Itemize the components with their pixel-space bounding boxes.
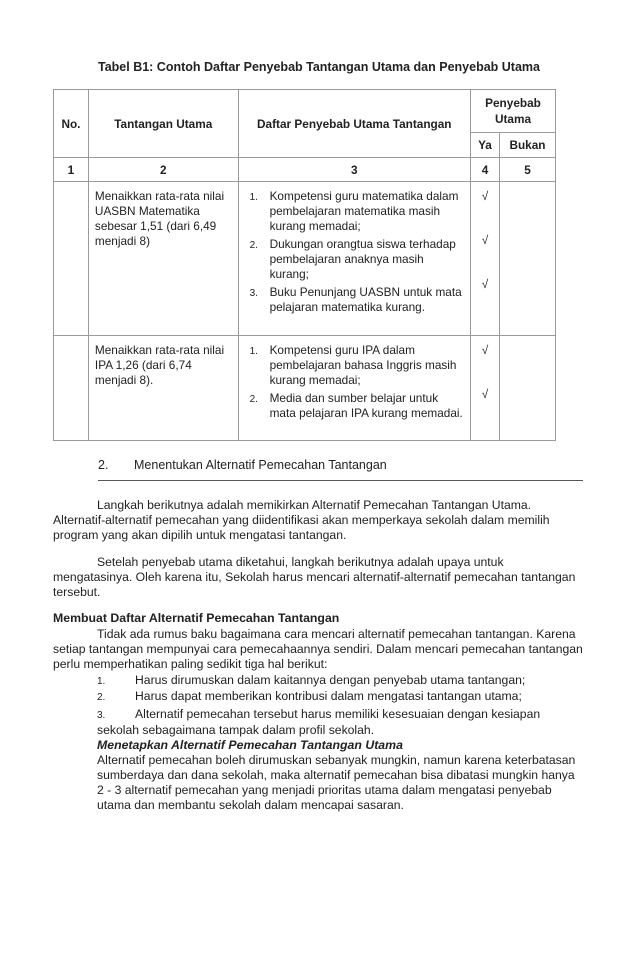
- subheading: Menetapkan Alternatif Pemecahan Tantangan Utama: [97, 738, 403, 752]
- table-caption: Tabel B1: Contoh Daftar Penyebab Tantangan Utama dan Penyebab Utama: [98, 60, 540, 74]
- cause-item: 1. Kompetensi guru IPA dalam pembelajaran bahasa Inggris masih kurang memadai;: [249, 343, 457, 387]
- paragraph: Alternatif pemecahan boleh dirumuskan sebanyak mungkin, namun karena keterbatasan sumberdaya dan dana sekolah, maka alternatif pemecahan bisa dibatasi mungkin hanya 2 - 3 alternatif pemecahan yang menjadi prioritas utama dalam mengatasi penyebab utama dan membantu sekolah dalam mencapai sasaran.: [97, 753, 576, 812]
- check-mark: √: [481, 233, 489, 247]
- check-mark: √: [481, 343, 489, 357]
- tantangan-cell: Menaikkan rata-rata nilai UASBN Matematika sebesar 1,51 (dari 6,49 menjadi 8): [88, 182, 238, 336]
- header-daftar: Daftar Penyebab Utama Tantangan: [238, 90, 470, 158]
- cause-item: 1. Kompetensi guru matematika dalam pembelajaran matematika masih kurang memadai;: [249, 189, 459, 233]
- cause-list: [245, 343, 464, 421]
- col-number-1: 1: [54, 158, 89, 182]
- col-number-3: 3: [238, 158, 470, 182]
- heading: Membuat Daftar Alternatif Pemecahan Tantangan: [53, 611, 340, 625]
- list-item: 2. Harus dapat memberikan kontribusi dalam mengatasi tantangan utama;: [97, 689, 522, 703]
- cause-item: 2. Dukungan orangtua siswa terhadap pembelajaran anaknya masih kurang;: [249, 237, 456, 281]
- col-number-5: 5: [499, 158, 555, 182]
- paragraph: Langkah berikutnya adalah memikirkan Alternatif Pemecahan Tantangan Utama. Alternatif-alternatif pemecahan yang diidentifikasi akan memperkaya sekolah dalam memilih program yang akan dipilih untuk mengatasi tantangan.: [53, 498, 550, 542]
- table-row: [54, 182, 556, 336]
- col-number-2: 2: [88, 158, 238, 182]
- header-no: No.: [54, 90, 89, 158]
- cause-item: 2. Media dan sumber belajar untuk mata pelajaran IPA kurang memadai.: [249, 391, 463, 420]
- check-mark: √: [481, 189, 489, 203]
- cause-item: 3. Buku Penunjang UASBN untuk mata pelajaran matematika kurang.: [249, 285, 462, 314]
- header-ya: Ya: [470, 133, 499, 158]
- header-bukan: Bukan: [499, 133, 555, 158]
- check-mark: √: [481, 387, 489, 401]
- causes-table: [53, 89, 556, 441]
- paragraph: Tidak ada rumus baku bagaimana cara mencari alternatif pemecahan tantangan. Karena setiap tantangan mempunyai cara pemecahaannya sendiri. Dalam mencari pemecahan tantangan perlu memperhatikan paling sedikit tiga hal berikut:: [53, 627, 583, 671]
- col-number-4: 4: [470, 158, 499, 182]
- list-item: 3. Alternatif pemecahan tersebut harus memiliki kesesuaian dengan kesiapan sekolah sebagaimana tampak dalam profil sekolah.: [97, 707, 541, 737]
- table-row: [54, 336, 556, 441]
- divider: [98, 480, 583, 481]
- section-heading: 2. Menentukan Alternatif Pemecahan Tantangan: [98, 458, 387, 472]
- paragraph: Setelah penyebab utama diketahui, langkah berikutnya adalah upaya untuk mengatasinya. Oleh karena itu, Sekolah harus mencari alternatif-alternatif pemecahan tantangan tersebut.: [53, 555, 576, 599]
- header-penyebab: Penyebab Utama: [470, 90, 555, 133]
- header-tantangan: Tantangan Utama: [88, 90, 238, 158]
- check-mark: √: [481, 277, 489, 291]
- list-item: 1. Harus dirumuskan dalam kaitannya dengan penyebab utama tantangan;: [97, 673, 526, 687]
- cause-list: [245, 189, 464, 315]
- tantangan-cell: Menaikkan rata-rata nilai IPA 1,26 (dari 6,74 menjadi 8).: [88, 336, 238, 441]
